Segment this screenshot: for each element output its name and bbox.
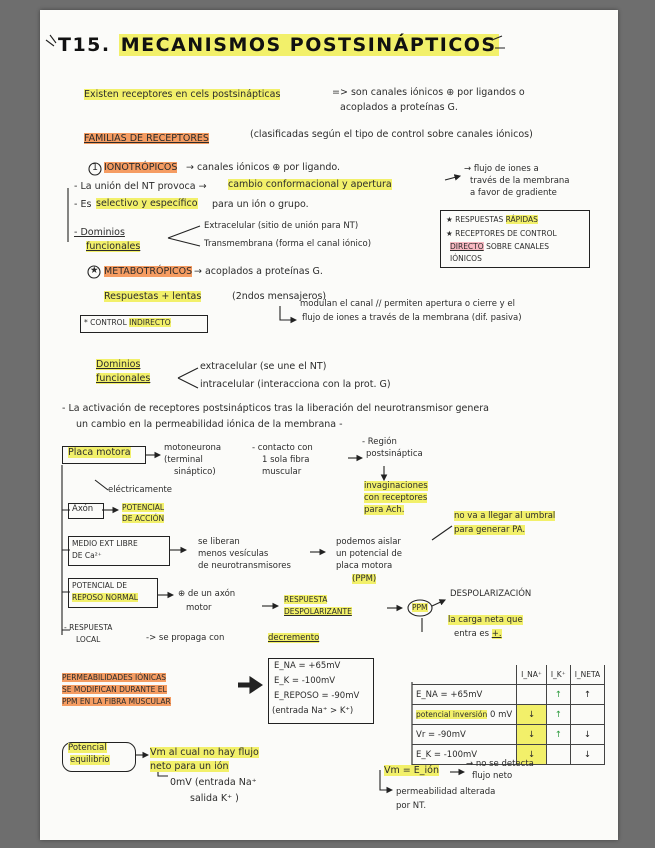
flow-aislar-4: (PPM) — [352, 574, 377, 584]
placa-moto-3: sináptico) — [174, 467, 216, 477]
table-cell: ↓ — [517, 745, 547, 765]
metab-dominios-2: funcionales — [96, 373, 151, 384]
iono-number: 1 — [92, 162, 99, 173]
flow-liberan-2: menos vesículas — [198, 549, 269, 559]
intro-line-3: acoplados a proteínas G. — [340, 102, 458, 113]
table-cell — [517, 685, 547, 705]
flow-local-2: LOCAL — [76, 635, 101, 644]
iono-box-line-4: IÓNICOS — [450, 254, 482, 263]
table-corner — [412, 665, 517, 685]
placa-contacto-3: muscular — [262, 467, 302, 477]
perm-orange-3: PPM EN LA FIBRA MUSCULAR — [62, 697, 171, 706]
iono-bullet-1-highlight: cambio conformacional y apertura — [228, 179, 392, 190]
placa-invag-2: con receptores — [364, 493, 428, 503]
flow-despolarizacion: DESPOLARIZACIÓN — [450, 589, 532, 599]
table-row-label: E_NA = +65mV — [412, 685, 517, 705]
flow-resp-desp-1: RESPUESTA — [284, 595, 328, 604]
intro-line-1: Existen receptores en cels postsinápticas — [84, 89, 281, 100]
table-cell: ↑ — [546, 685, 570, 705]
metab-number: ★ — [90, 265, 99, 276]
flow-carga-2: entra es +. — [454, 629, 502, 639]
table-row — [412, 705, 605, 725]
families-label: FAMILIAS DE RECEPTORES — [84, 133, 209, 144]
equil-potencial: Potencial — [68, 743, 107, 753]
table-cell: ↓ — [570, 725, 604, 745]
flow-aislar-3: placa motora — [336, 561, 393, 571]
flow-resp-desp-2: DESPOLARIZANTE — [284, 607, 352, 616]
table-row-label: potencial inversión 0 mV — [412, 705, 517, 725]
iono-desc: → canales iónicos ⊕ por ligando. — [186, 162, 341, 173]
table-cell — [570, 705, 604, 725]
equil-0mv-2: salida K⁺ ) — [190, 793, 239, 804]
flow-local-4: decremento — [268, 633, 320, 643]
table-cell: ↓ — [517, 725, 547, 745]
table-cell: ↓ — [517, 705, 547, 725]
page-title — [58, 34, 499, 56]
flow-medio-1: MEDIO EXT LIBRE — [72, 539, 138, 548]
placa-motora-label: Placa motora — [68, 447, 131, 458]
title-main: MECANISMOS POSTSINÁPTICOS — [120, 34, 497, 56]
table-row — [412, 685, 605, 705]
title-number: T15. — [58, 34, 111, 56]
equil-vm-2: neto para un ión — [150, 761, 229, 772]
table-row-label: Vr = -90mV — [412, 725, 517, 745]
equil-vm-1: Vm al cual no hay flujo — [150, 747, 259, 758]
table-cell: ↑ — [546, 725, 570, 745]
placa-contacto-2: 1 sola fibra — [262, 455, 310, 465]
perm-e-reposo: E_REPOSO = -90mV — [274, 691, 360, 701]
flow-umbral-1: no va a llegar al umbral — [454, 511, 556, 521]
flow-local-1: - RESPUESTA — [64, 623, 113, 632]
perm-orange-2: SE MODIFICAN DURANTE EL — [62, 685, 167, 694]
iono-flujo-1: → flujo de iones a — [464, 164, 539, 174]
iono-dominios-1: - Dominios — [74, 227, 125, 238]
table-row — [412, 725, 605, 745]
metab-desc: → acoplados a proteínas G. — [194, 266, 323, 277]
iono-transmembrana: Transmembrana (forma el canal iónico) — [204, 239, 372, 249]
families-note: (clasificadas según el tipo de control sobre canales iónicos) — [250, 129, 533, 140]
table-cell — [546, 745, 570, 765]
flow-axon-motor-2: motor — [186, 603, 212, 613]
metab-control: * CONTROL INDIRECTO — [84, 318, 171, 327]
flow-liberan-3: de neurotransmisores — [198, 561, 291, 571]
equil-perm-2: por NT. — [396, 801, 427, 811]
flow-umbral-2: para generar PA. — [454, 525, 526, 535]
flow-potencial-1: POTENCIAL — [122, 503, 165, 512]
flow-reposo-2: REPOSO NORMAL — [72, 593, 138, 602]
iono-box-line-1: ★ RESPUESTAS RÁPIDAS — [446, 215, 538, 224]
notes-page — [40, 10, 618, 840]
iono-flujo-3: a favor de gradiente — [470, 188, 557, 198]
iono-bullet-2-b: para un ión o grupo. — [212, 199, 309, 210]
metab-modulan-1: modulan el canal // permiten apertura o cierre y el — [300, 299, 515, 309]
iono-heading: IONOTRÓPICOS — [104, 162, 178, 173]
intro-line-2: => son canales iónicos ⊕ por ligandos o — [332, 87, 525, 98]
ion-current-table — [412, 665, 605, 765]
table-header-row — [412, 665, 605, 685]
flow-local-3: -> se propaga con — [146, 633, 225, 643]
perm-entrada: (entrada Na⁺ > K⁺) — [272, 706, 354, 716]
iono-box-line-3: DIRECTO SOBRE CANALES — [450, 242, 549, 251]
perm-e-k: E_K = -100mV — [274, 676, 336, 686]
table-header-ineta: I_NETA — [570, 665, 604, 685]
iono-bullet-1: - La unión del NT provoca → — [74, 181, 207, 192]
iono-extracelular: Extracelular (sitio de unión para NT) — [204, 221, 359, 231]
equil-0mv-1: 0mV (entrada Na⁺ — [170, 777, 257, 788]
flow-aislar-2: un potencial de — [336, 549, 402, 559]
flow-reposo-1: POTENCIAL DE — [72, 581, 128, 590]
flow-medio-2: DE Ca²⁺ — [72, 551, 102, 560]
flow-axon-motor-1: ⊕ de un axón — [178, 589, 236, 599]
flow-ppm: PPM — [412, 603, 428, 612]
equil-no-detecta-1: → no se detecta — [466, 759, 534, 769]
placa-invag-3: para Ach. — [364, 505, 405, 515]
flow-carga-1: la carga neta que — [448, 615, 523, 625]
table-cell: ↑ — [570, 685, 604, 705]
flow-axon: Axón — [72, 504, 94, 514]
table-header-ik: I_K⁺ — [546, 665, 570, 685]
placa-contacto-1: - contacto con — [252, 443, 313, 453]
equil-eion: Vm = E_ión — [384, 765, 439, 776]
activation-line-1: - La activación de receptores postsinápticos tras la liberación del neurotransmisor genera — [62, 403, 489, 414]
table-row-label: E_K = -100mV — [412, 745, 517, 765]
activation-line-2: un cambio en la permeabilidad iónica de la membrana - — [76, 419, 343, 430]
iono-flujo-2: través de la membrana — [470, 176, 570, 186]
placa-moto-2: (terminal — [164, 455, 203, 465]
flow-liberan-1: se liberan — [198, 537, 240, 547]
iono-box-line-2: ★ RECEPTORES DE CONTROL — [446, 229, 557, 238]
flow-aislar-1: podemos aislar — [336, 537, 401, 547]
metab-modulan-2: flujo de iones a través de la membrana (dif. pasiva) — [302, 313, 522, 323]
metab-respuestas: Respuestas + lentas — [104, 291, 202, 302]
metab-dominios-1: Dominios — [96, 359, 141, 370]
flow-potencial-2: DE ACCIÓN — [122, 514, 165, 523]
placa-region-1: - Región — [362, 437, 397, 447]
iono-dominios-2: funcionales — [86, 241, 141, 252]
metab-intracelular: intracelular (interacciona con la prot. G) — [200, 379, 391, 390]
table-header-ina: I_NA⁺ — [517, 665, 547, 685]
table-cell: ↑ — [546, 705, 570, 725]
equil-no-detecta-2: flujo neto — [472, 771, 513, 781]
iono-bullet-2-highlight: selectivo y específico — [96, 198, 198, 209]
iono-bullet-2-a: - Es — [74, 199, 92, 210]
metab-segundos: (2ndos mensajeros) — [232, 291, 327, 302]
perm-orange-1: PERMEABILIDADES IÓNICAS — [62, 673, 167, 682]
equil-equilibrio: equilibrio — [70, 755, 110, 765]
perm-e-na: E_NA = +65mV — [274, 661, 341, 671]
metab-heading: METABOTRÓPICOS — [104, 266, 193, 277]
placa-invag-1: invaginaciones — [364, 481, 428, 491]
equil-perm-1: permeabilidad alterada — [396, 787, 496, 797]
flow-electricamente: eléctricamente — [108, 485, 173, 495]
placa-moto-1: motoneurona — [164, 443, 222, 453]
table-cell: ↓ — [570, 745, 604, 765]
metab-extracelular: extracelular (se une el NT) — [200, 361, 327, 372]
placa-region-2: postsináptica — [366, 449, 423, 459]
